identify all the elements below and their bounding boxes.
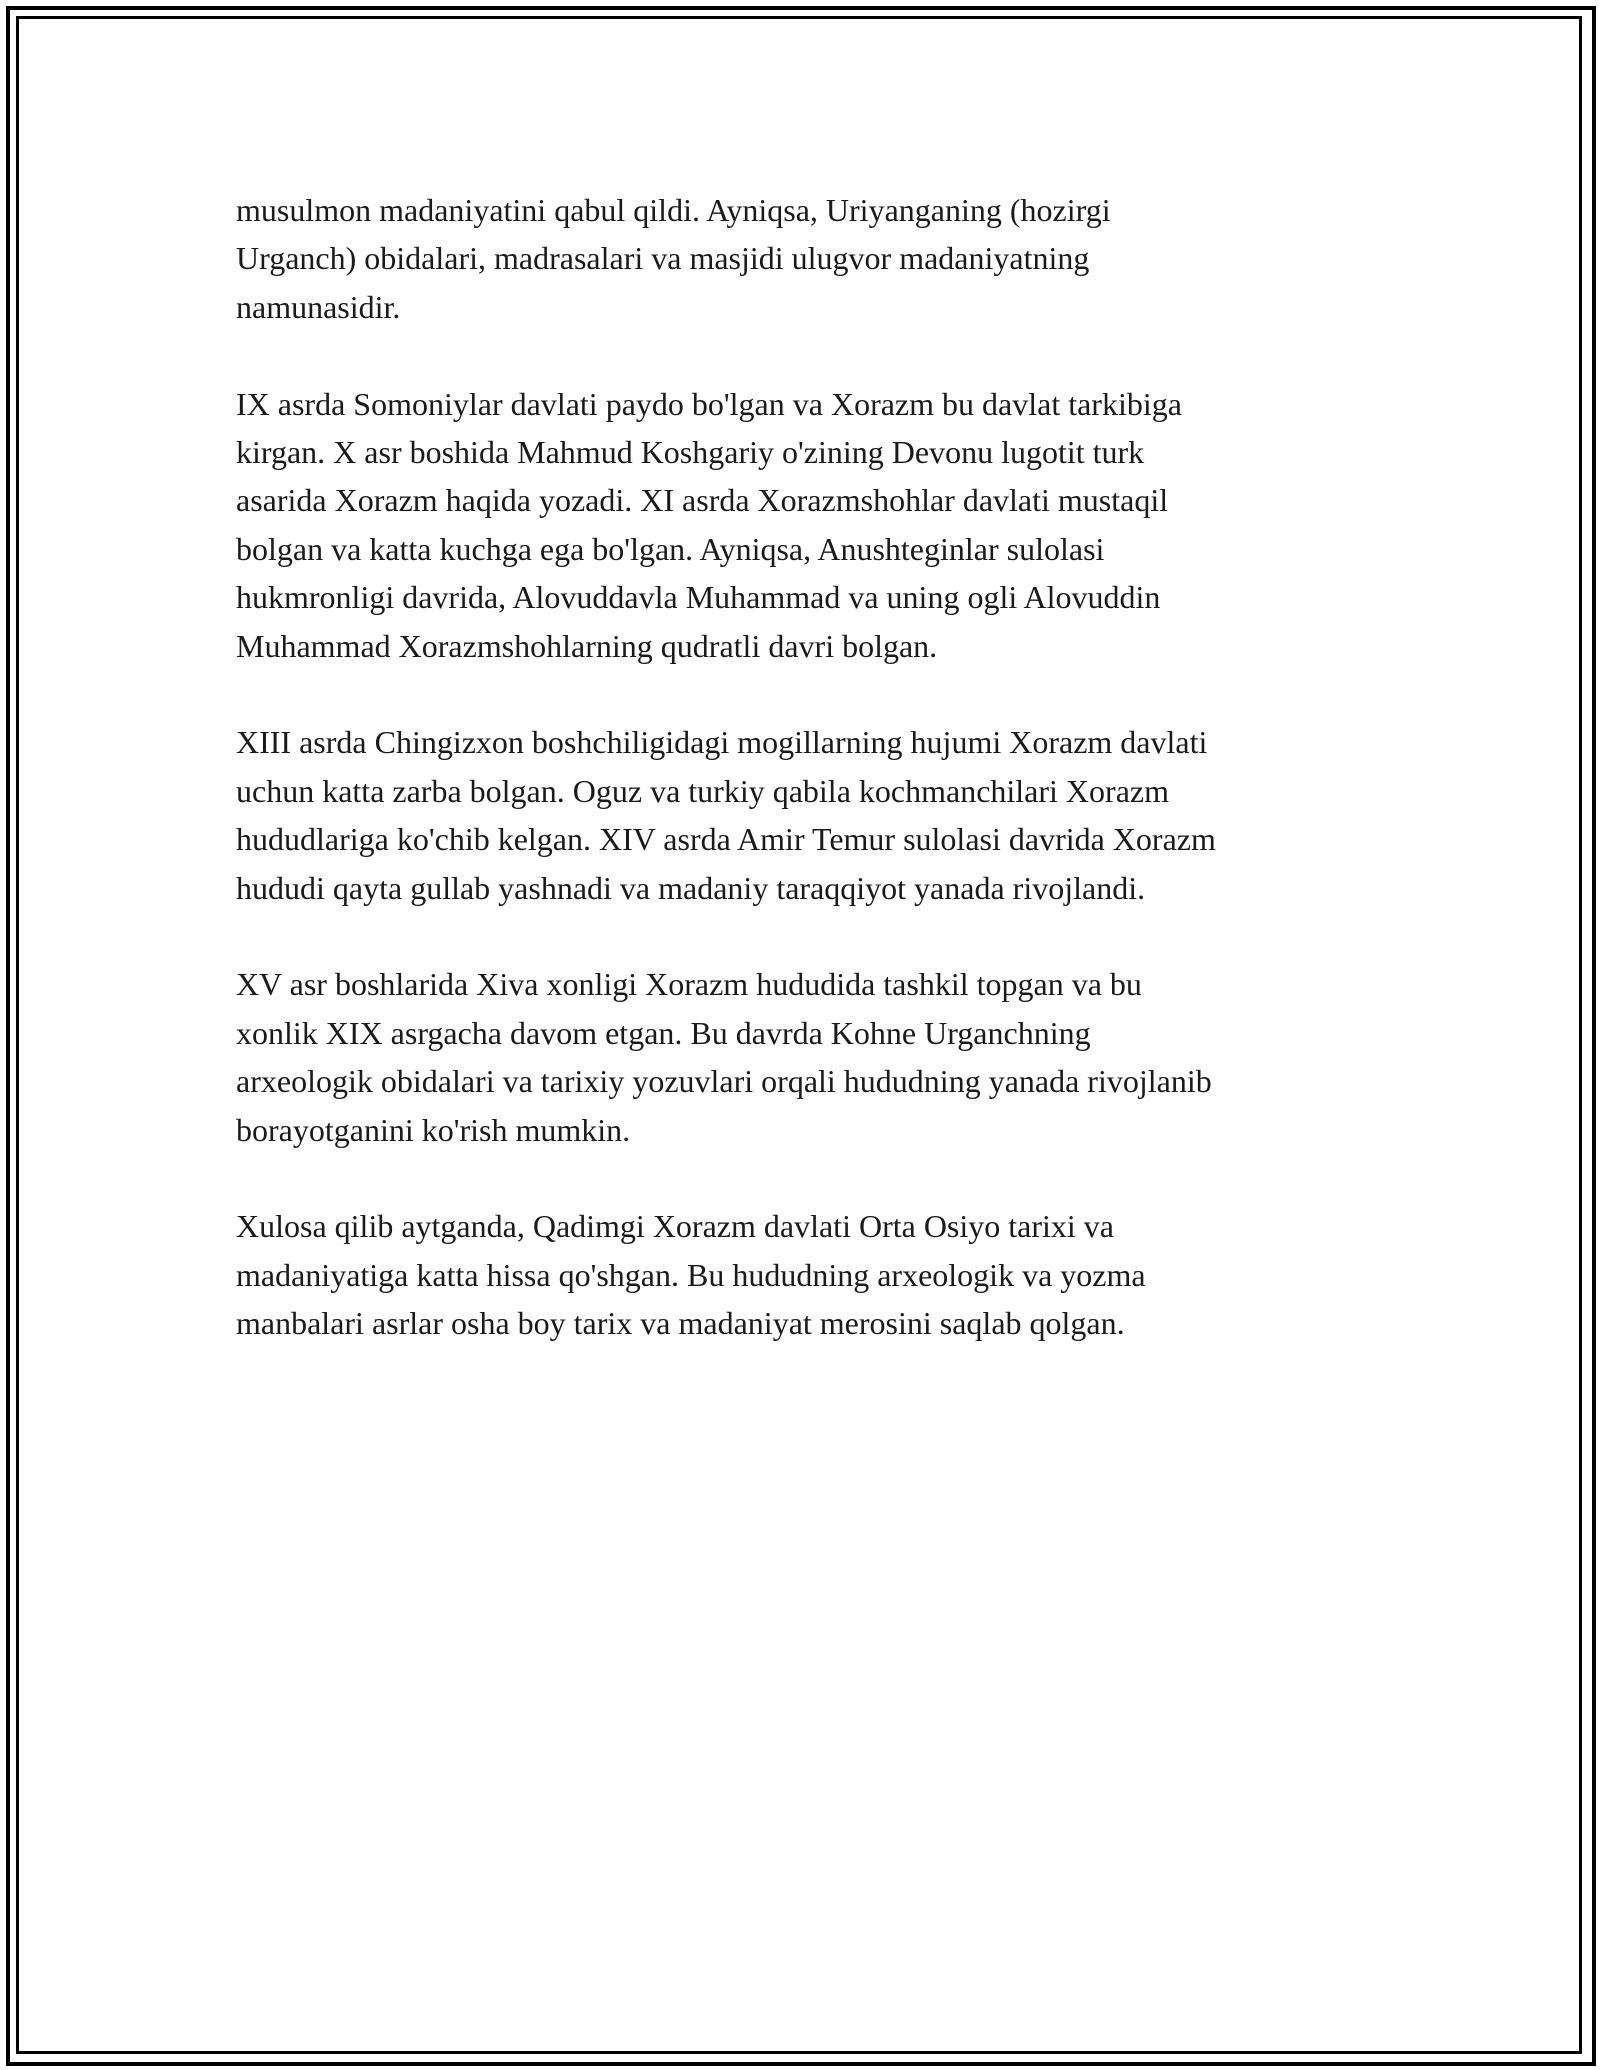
paragraph-2: IX asrda Somoniylar davlati paydo bo'lgan va Xorazm bu davlat tarkibiga kirgan. X asr boshida Mahmud Koshgariy o'zining Devonu lugotit turk asarida Xorazm haqida yozadi. XI asrda Xorazmshohlar davlati mustaqil bolgan va katta kuchga ega bo'lgan. Ayniqsa, Anushteginlar sulolasi hukmronligi davrida, Alovuddavla Muhammad va uning ogli Alovuddin Muhammad Xorazmshohlarning qudratli davri bolgan. (236, 385, 1182, 664)
paragraph-3: XIII asrda Chingizxon boshchiligidagi mogillarning hujumi Xorazm davlati uchun katta zarba bolgan. Oguz va turkiy qabila kochmanchilari Xorazm hududlariga ko'chib kelgan. XIV asrda Amir Temur sulolasi davrida Xorazm hududi qayta gullab yashnadi va madaniy taraqqiyot yanada rivojlandi. (236, 724, 1216, 906)
paragraph-5: Xulosa qilib aytganda, Qadimgi Xorazm davlati Orta Osiyo tarixi va madaniyatiga katta hissa qo'shgan. Bu hududning arxeologik va yozma manbalari asrlar osha boy tarix va madaniyat merosini saqlab qolgan. (236, 1208, 1146, 1342)
document-body (236, 186, 1376, 1396)
paragraph-4: XV asr boshlarida Xiva xonligi Xorazm hududida tashkil topgan va bu xonlik XIX asrgacha davom etgan. Bu davrda Kohne Urganchning arxeologik obidalari va tarixiy yozuvlari orqali hududning yanada rivojlanib borayotganini ko'rish mumkin. (236, 966, 1212, 1148)
paragraph-1: musulmon madaniyatini qabul qildi. Ayniqsa, Uriyanganing (hozirgi Urganch) obidalari, madrasalari va masjidi ulugvor madaniyatning namunasidir. (236, 192, 1111, 325)
